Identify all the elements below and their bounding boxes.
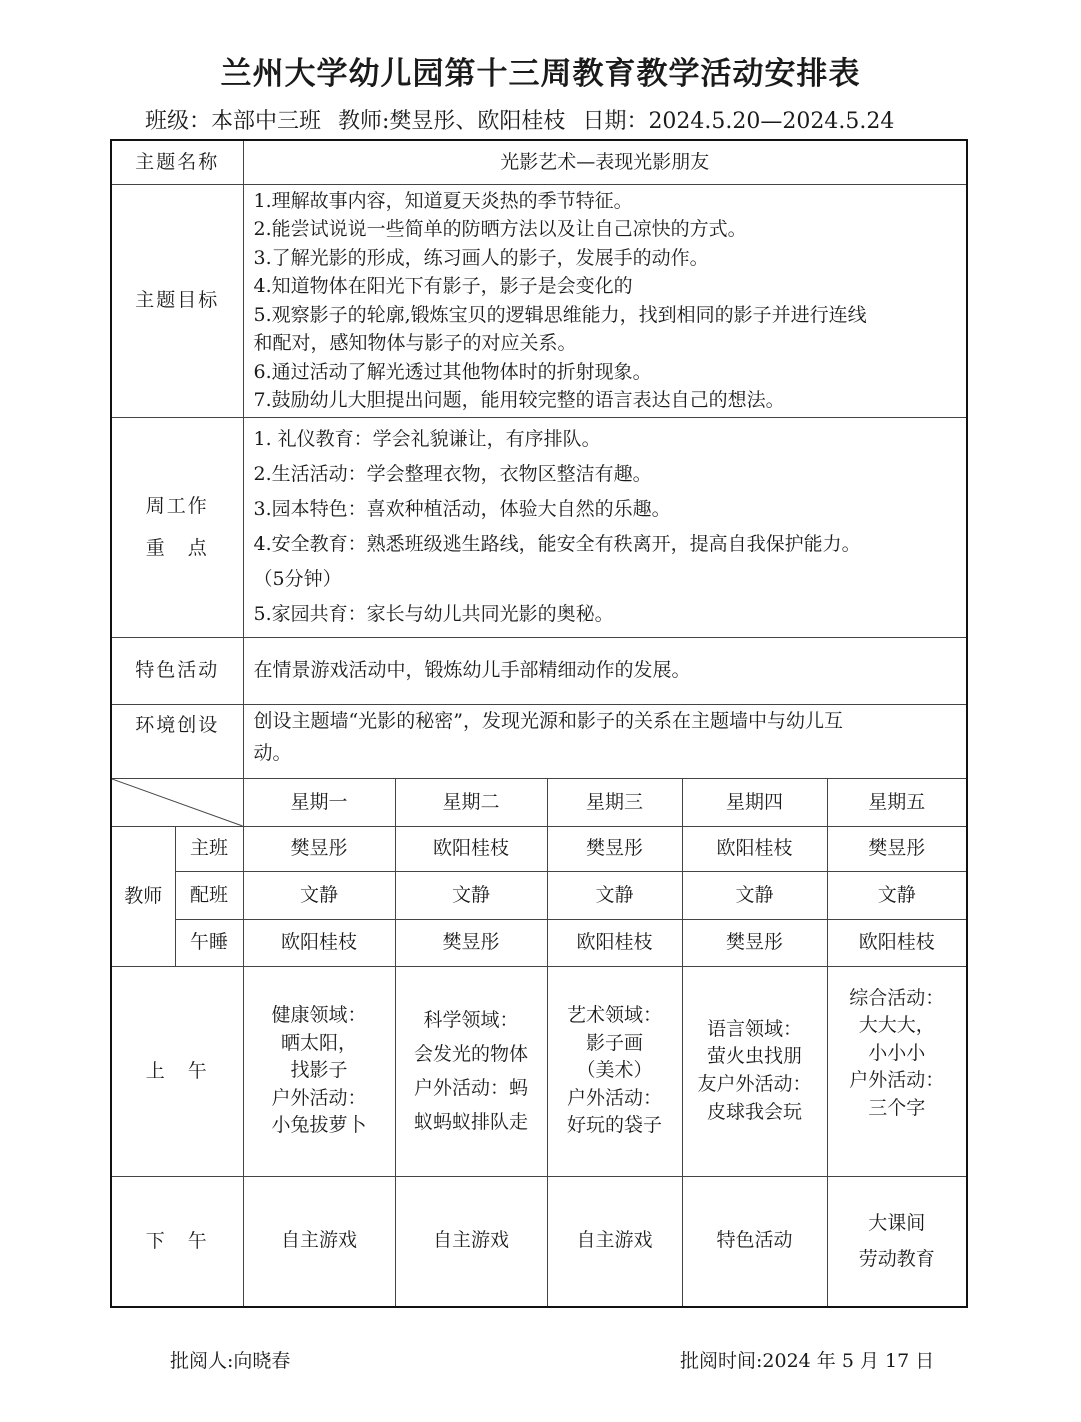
morning-line: 语言领域： <box>707 1017 803 1040</box>
goal-item: 和配对，感知物体与影子的对应关系。 <box>253 332 577 354</box>
morning-line: 大大大， <box>858 1014 935 1037</box>
special-activity-label: 特色活动 <box>111 637 243 704</box>
afternoon-line: 大课间 <box>868 1212 926 1235</box>
diagonal-line <box>112 779 243 826</box>
weekly-focus-label-line2: 重 点 <box>145 537 209 559</box>
day-header: 星期四 <box>682 778 827 826</box>
days-header-row <box>111 778 967 826</box>
teacher-cell: 樊昱彤 <box>547 826 682 871</box>
teacher-cell: 欧阳桂枝 <box>547 919 682 966</box>
morning-line: 会发光的物体 <box>414 1043 529 1065</box>
teacher-cell: 文静 <box>827 871 967 919</box>
theme-row <box>111 140 967 184</box>
morning-line: 晒太阳， <box>281 1031 358 1054</box>
environment-row <box>111 704 967 778</box>
teacher-cell: 欧阳桂枝 <box>827 919 967 966</box>
afternoon-cell <box>682 1176 827 1307</box>
teacher-cell: 文静 <box>395 871 547 919</box>
schedule-table <box>110 139 968 1308</box>
morning-line: 萤火虫找朋 <box>707 1045 803 1068</box>
goal-item: 2.能尝试说说一些简单的防晒方法以及让自己凉快的方式。 <box>253 218 747 240</box>
morning-line: 皮球我会玩 <box>707 1100 803 1123</box>
morning-line: 艺术领域： <box>567 1004 663 1027</box>
teacher-cell: 欧阳桂枝 <box>682 826 827 871</box>
teacher-role: 主班 <box>175 826 243 871</box>
morning-line: 小小小 <box>868 1041 926 1064</box>
morning-line: 小兔拔萝卜 <box>271 1114 367 1137</box>
morning-line: 综合活动： <box>849 986 945 1009</box>
teacher-role: 午睡 <box>175 919 243 966</box>
morning-line: 蚁蚂蚁排队走 <box>414 1111 529 1133</box>
morning-line: 好玩的袋子 <box>567 1114 663 1137</box>
class-info: 班级：本部中三班 <box>145 109 322 134</box>
focus-item: 5.家园共育：家长与幼儿共同光影的奥秘。 <box>253 603 614 625</box>
morning-line: 户外活动：蚂 <box>414 1077 529 1099</box>
morning-line: 科学领域： <box>423 1009 519 1031</box>
morning-cell <box>547 966 682 1176</box>
morning-line: 影子画 <box>586 1031 644 1054</box>
goal-item: 6.通过活动了解光透过其他物体时的折射现象。 <box>253 360 652 383</box>
day-header: 星期五 <box>827 778 967 826</box>
focus-item: 3.园本特色：喜欢种植活动，体验大自然的乐趣。 <box>253 498 671 520</box>
goal-item: 3.了解光影的形成，练习画人的影子，发展手的动作。 <box>253 246 709 269</box>
teacher-cell: 欧阳桂枝 <box>395 826 547 871</box>
teacher-cell: 樊昱彤 <box>243 826 395 871</box>
teacher-row-assist <box>111 871 967 919</box>
reviewer: 批阅人:向晓春 <box>170 1350 291 1372</box>
morning-row <box>111 966 967 1176</box>
teacher-row-main <box>111 826 967 871</box>
environment-value <box>243 704 967 778</box>
teacher-cell: 樊昱彤 <box>682 919 827 966</box>
afternoon-line: 自主游戏 <box>576 1229 653 1252</box>
morning-line: 找影子 <box>290 1059 348 1082</box>
focus-item: （5分钟） <box>253 568 342 590</box>
teachers-label: 教师 <box>111 826 175 966</box>
morning-cell <box>682 966 827 1176</box>
day-header: 星期一 <box>243 778 395 826</box>
afternoon-line: 自主游戏 <box>433 1229 510 1252</box>
goal-item: 7.鼓励幼儿大胆提出问题，能用较完整的语言表达自己的想法。 <box>253 389 785 411</box>
morning-line: （美术） <box>576 1059 653 1082</box>
weekly-focus-label-line1: 周工作 <box>145 495 209 517</box>
goals-list <box>243 184 967 417</box>
special-activity-row <box>111 637 967 704</box>
weekly-focus-label <box>111 417 243 637</box>
teacher-cell: 樊昱彤 <box>827 826 967 871</box>
morning-line: 户外活动： <box>271 1086 367 1109</box>
afternoon-cell <box>827 1176 967 1307</box>
afternoon-label: 下 午 <box>111 1176 243 1307</box>
teacher-cell: 文静 <box>682 871 827 919</box>
special-activity-value: 在情景游戏活动中，锻炼幼儿手部精细动作的发展。 <box>243 637 967 704</box>
weekly-focus-row <box>111 417 967 637</box>
morning-line: 友户外活动： <box>697 1073 812 1095</box>
afternoon-cell <box>243 1176 395 1307</box>
afternoon-line: 劳动教育 <box>858 1248 935 1271</box>
environment-line: 创设主题墙“光影的秘密”，发现光源和影子的关系在主题墙中与幼儿互 <box>253 709 843 732</box>
morning-label: 上 午 <box>111 966 243 1176</box>
teacher-cell: 樊昱彤 <box>395 919 547 966</box>
date-info: 日期：2024.5.20—2024.5.24 <box>582 109 895 134</box>
afternoon-line: 自主游戏 <box>281 1229 358 1252</box>
theme-label: 主题名称 <box>111 140 243 184</box>
environment-line: 动。 <box>253 741 292 764</box>
environment-label: 环境创设 <box>111 704 243 778</box>
teachers-info: 教师:樊昱彤、欧阳桂枝 <box>338 109 566 134</box>
focus-item: 4.安全教育：熟悉班级逃生路线，能安全有秩离开，提高自我保护能力。 <box>253 533 861 555</box>
theme-value: 光影艺术—表现光影朋友 <box>243 140 967 184</box>
teacher-cell: 文静 <box>243 871 395 919</box>
morning-line: 户外活动： <box>849 1069 945 1092</box>
afternoon-line: 特色活动 <box>716 1229 793 1252</box>
day-header: 星期三 <box>547 778 682 826</box>
morning-cell <box>827 966 967 1176</box>
morning-line: 三个字 <box>868 1096 926 1119</box>
morning-cell <box>395 966 547 1176</box>
morning-cell <box>243 966 395 1176</box>
teacher-role: 配班 <box>175 871 243 919</box>
morning-line: 健康领域： <box>271 1004 367 1027</box>
afternoon-cell <box>547 1176 682 1307</box>
weekly-focus-list <box>243 417 967 637</box>
morning-line: 户外活动： <box>567 1086 663 1109</box>
review-time: 批阅时间:2024 年 5 月 17 日 <box>680 1350 935 1372</box>
page-title: 兰州大学幼儿园第十三周教育教学活动安排表 <box>220 56 861 92</box>
focus-item: 1. 礼仪教育：学会礼貌谦让，有序排队。 <box>253 428 601 450</box>
teacher-row-nap <box>111 919 967 966</box>
day-header: 星期二 <box>395 778 547 826</box>
teacher-cell: 欧阳桂枝 <box>243 919 395 966</box>
afternoon-cell <box>395 1176 547 1307</box>
diagonal-header-cell <box>111 778 243 826</box>
goal-item: 1.理解故事内容，知道夏天炎热的季节特征。 <box>253 189 633 212</box>
focus-item: 2.生活活动：学会整理衣物，衣物区整洁有趣。 <box>253 463 652 485</box>
teacher-cell: 文静 <box>547 871 682 919</box>
goals-label: 主题目标 <box>111 184 243 417</box>
goals-row <box>111 184 967 417</box>
goal-item: 5.观察影子的轮廓,锻炼宝贝的逻辑思维能力，找到相同的影子并进行连线 <box>253 303 867 326</box>
goal-item: 4.知道物体在阳光下有影子，影子是会变化的 <box>253 275 633 297</box>
header-info <box>145 104 904 135</box>
afternoon-row <box>111 1176 967 1307</box>
